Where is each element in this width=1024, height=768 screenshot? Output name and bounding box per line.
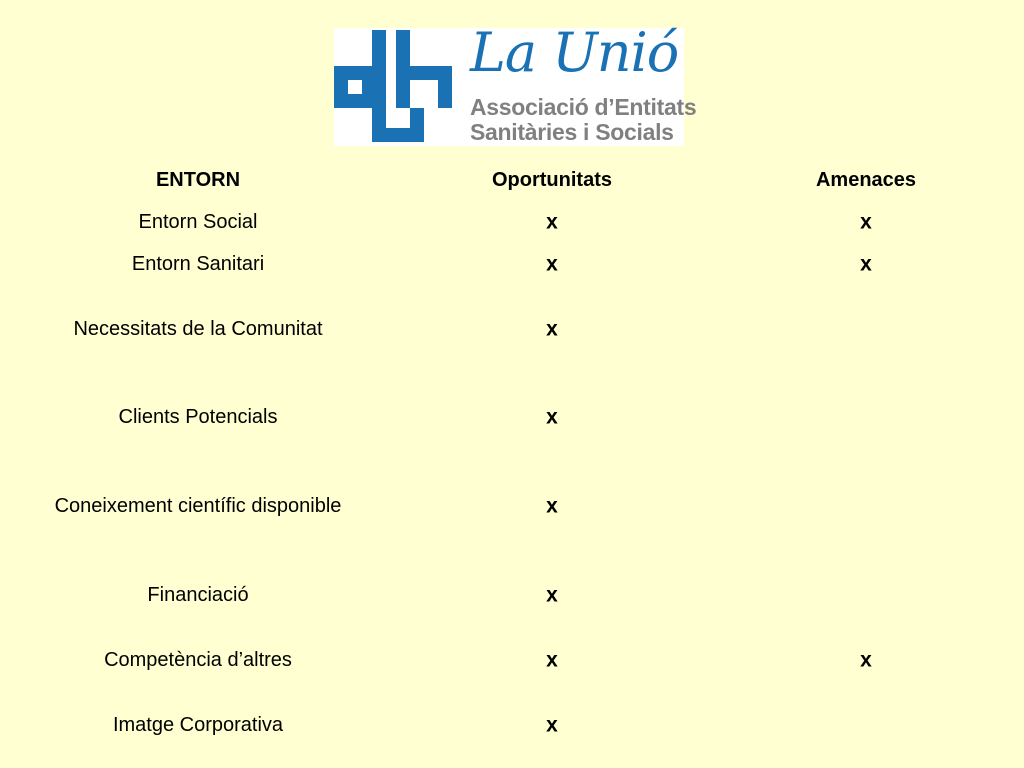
amenaces-mark: x <box>860 648 872 672</box>
la-unio-logo <box>334 21 697 146</box>
row-label: Entorn Sanitari <box>131 253 265 275</box>
logo-subtitle-line1: Associació d’Entitats <box>470 94 697 120</box>
oportunitats-mark: x <box>546 405 558 429</box>
oportunitats-mark: x <box>546 317 558 341</box>
header-entorn: ENTORN <box>155 169 241 191</box>
oportunitats-mark: x <box>546 583 558 607</box>
row-label: Entorn Social <box>138 211 258 233</box>
row-label: Imatge Corporativa <box>112 714 284 736</box>
amenaces-mark: x <box>860 252 872 276</box>
oportunitats-mark: x <box>546 494 558 518</box>
amenaces-mark: x <box>860 210 872 234</box>
header-oportunitats: Oportunitats <box>492 169 612 191</box>
row-label: Financiació <box>147 584 249 606</box>
row-label: Competència d’altres <box>104 649 292 671</box>
oportunitats-mark: x <box>546 713 558 737</box>
oportunitats-mark: x <box>546 210 558 234</box>
row-label: Coneixement científic disponible <box>54 495 342 517</box>
la-unio-emblem-icon <box>334 28 464 146</box>
logo-subtitle-line2: Sanitàries i Socials <box>470 119 674 145</box>
oportunitats-mark: x <box>546 252 558 276</box>
row-label: Necessitats de la Comunitat <box>73 318 323 340</box>
row-label: Clients Potencials <box>118 406 278 428</box>
oportunitats-mark: x <box>546 648 558 672</box>
logo-title: La Unió <box>470 21 679 84</box>
header-amenaces: Amenaces <box>815 169 917 191</box>
